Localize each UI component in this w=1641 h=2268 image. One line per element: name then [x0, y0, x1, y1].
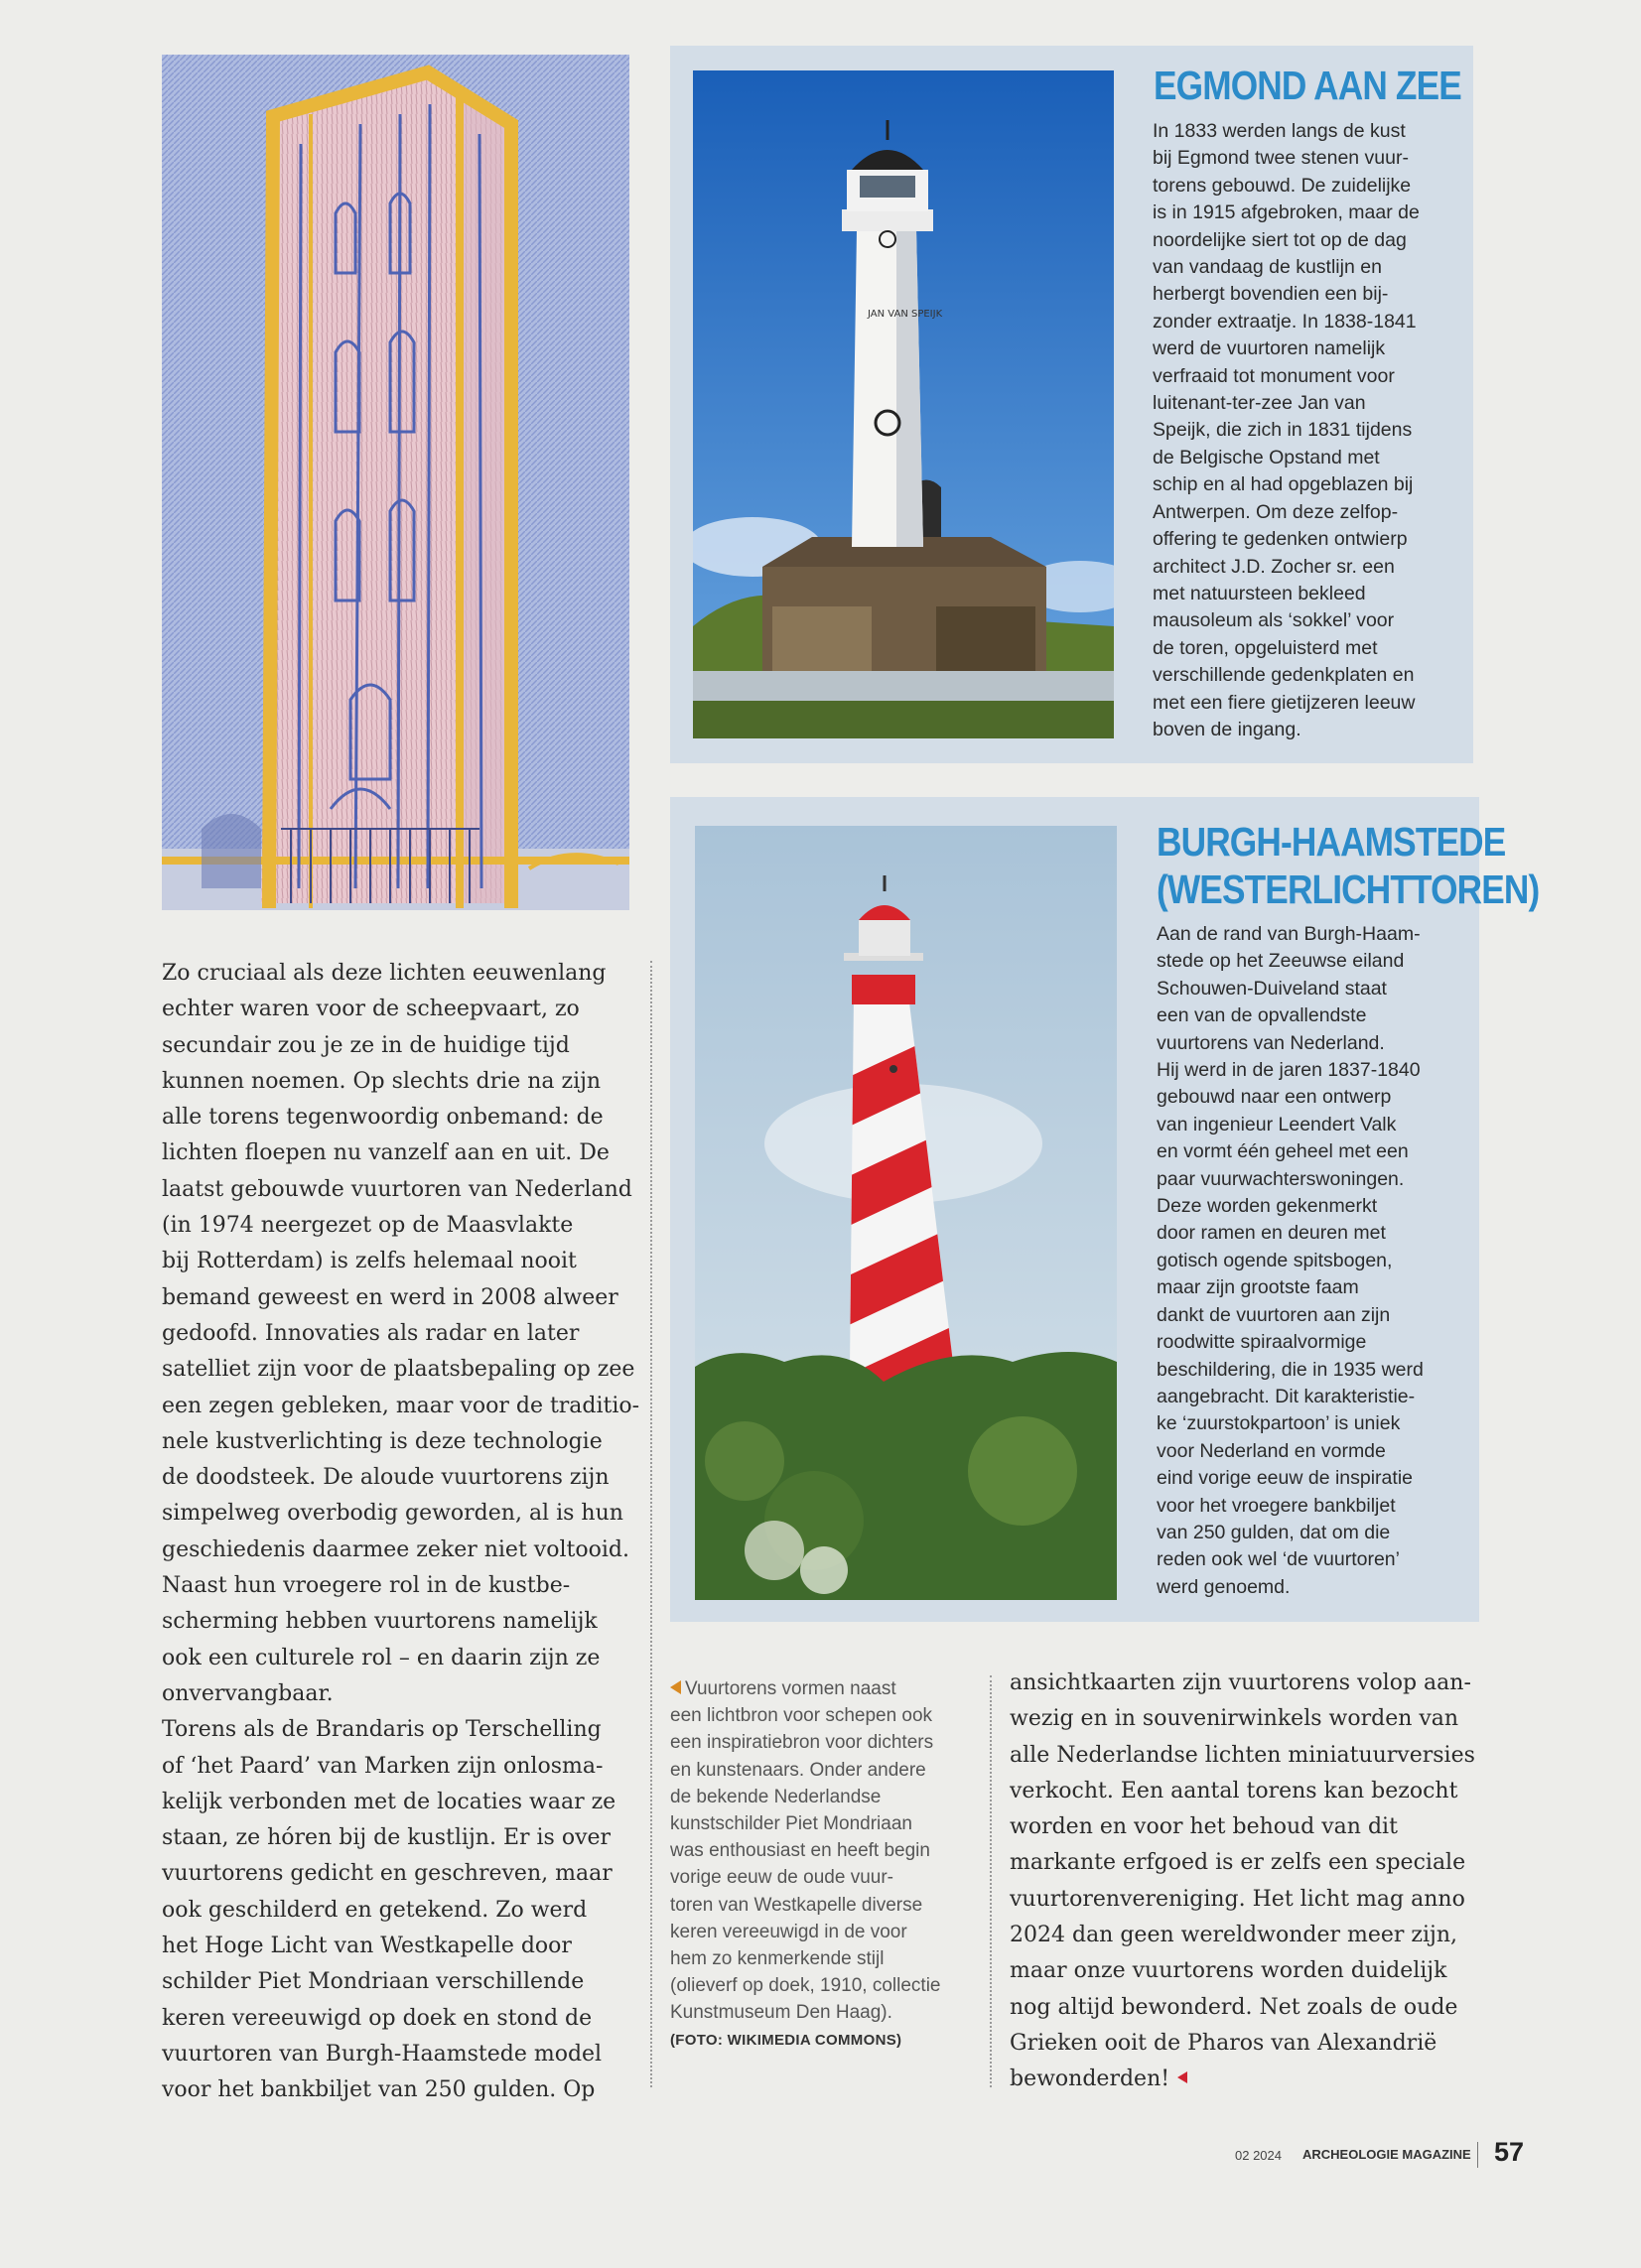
text-line — [162, 1352, 638, 1388]
caption-arrow-icon — [670, 1680, 681, 1694]
mondriaan-painting — [162, 55, 629, 910]
text-line-content: boven de ingang. — [1153, 718, 1301, 740]
text-line-content: Schouwen-Duiveland staat — [1157, 977, 1387, 1000]
text-line — [1157, 1138, 1424, 1165]
text-line — [162, 1929, 638, 1964]
text-line — [1153, 335, 1420, 362]
text-line-content: simpelweg overbodig geworden, al is hun — [162, 1501, 623, 1527]
text-line-content: en kunstenaars. Onder andere — [670, 1759, 926, 1781]
text-line — [1157, 1410, 1424, 1437]
photo-credit: (FOTO: WIKIMEDIA COMMONS) — [670, 2031, 902, 2049]
text-line-content: Naast hun vroegere rol in de kustbe- — [162, 1573, 571, 1599]
text-line-content: nele kustverlichting is deze technologie — [162, 1428, 603, 1454]
text-line — [670, 1837, 988, 1864]
painting-caption — [670, 1675, 988, 2054]
text-line — [162, 1712, 638, 1748]
text-line-content: markante erfgoed is er zelfs een speciale — [1010, 1850, 1466, 1876]
text-line — [1157, 1574, 1424, 1601]
text-line — [1157, 948, 1424, 975]
text-line — [1157, 1546, 1424, 1573]
text-line — [1153, 526, 1420, 553]
text-line-content: ansichtkaarten zijn vuurtorens volop aan- — [1010, 1670, 1471, 1695]
text-line — [1157, 1438, 1424, 1465]
text-line-content: lichten floepen nu vanzelf aan en uit. De — [162, 1140, 610, 1166]
text-line-content: roodwitte spiraalvormige — [1157, 1331, 1367, 1354]
text-line-content: kelijk verbonden met de locaties waar ze — [162, 1789, 616, 1814]
text-line — [1157, 1193, 1424, 1220]
haamstede-lighthouse-photo — [695, 826, 1117, 1600]
text-line-content: Vuurtorens vormen naast — [685, 1678, 896, 1699]
text-line-content: (in 1974 neergezet op de Maasvlakte — [162, 1213, 574, 1239]
text-line — [1153, 662, 1420, 689]
text-line-content: torens gebouwd. De zuidelijke — [1153, 174, 1412, 197]
text-line — [1010, 1774, 1476, 1809]
text-line — [1153, 390, 1420, 417]
text-line-content: zonder extraatje. In 1838-1841 — [1153, 310, 1417, 333]
body-column-right — [1010, 1666, 1476, 2098]
text-line-content: Torens als de Brandaris op Terschelling — [162, 1717, 602, 1743]
text-line-content: schilder Piet Mondriaan verschillende — [162, 1969, 585, 1995]
text-line-content: Deze worden gekenmerkt — [1157, 1195, 1378, 1218]
text-line — [162, 956, 638, 992]
text-line-content: voor het vroegere bankbiljet — [1157, 1494, 1396, 1517]
text-line-content: door ramen en deuren met — [1157, 1222, 1386, 1245]
text-line-content: Hij werd in de jaren 1837-1840 — [1157, 1059, 1421, 1082]
text-line — [1157, 1057, 1424, 1084]
text-line-content: schip en al had opgeblazen bij — [1153, 473, 1414, 496]
text-line-content: voor Nederland en vormde — [1157, 1439, 1386, 1462]
text-line — [1153, 581, 1420, 607]
text-line-content: een van de opvallendste — [1157, 1004, 1367, 1027]
text-line-content: laatst gebouwde vuurtoren van Nederland — [162, 1176, 632, 1202]
text-line-content: noordelijke siert tot op de dag — [1153, 228, 1407, 251]
text-line — [1010, 1845, 1476, 1881]
text-line — [1157, 1465, 1424, 1492]
text-line — [670, 1999, 988, 2026]
text-line — [1010, 1882, 1476, 1918]
text-line-content: van 250 gulden, dat om die — [1157, 1521, 1391, 1543]
text-line — [1157, 1166, 1424, 1193]
text-line — [1010, 2026, 1476, 2062]
text-line-content: het Hoge Licht van Westkapelle door — [162, 1934, 572, 1959]
text-line — [1153, 445, 1420, 471]
text-line — [162, 1785, 638, 1820]
text-line — [162, 1316, 638, 1352]
text-line-content: is in 1915 afgebroken, maar de — [1153, 201, 1420, 224]
text-line-content: ook een culturele rol – en daarin zijn ze — [162, 1645, 601, 1670]
text-line-content: keren vereeuwigd in de voor — [670, 1921, 907, 1942]
text-line-content: gebouwd naar een ontwerp — [1157, 1086, 1392, 1109]
text-line-content: de toren, opgeluisterd met — [1153, 636, 1378, 659]
text-line — [1157, 921, 1424, 948]
text-line-content: alle torens tegenwoordig onbemand: de — [162, 1105, 604, 1131]
text-line-content: herbergt bovendien een bij- — [1153, 283, 1389, 306]
text-line — [1010, 1666, 1476, 1701]
text-line — [162, 1280, 638, 1316]
text-line — [670, 1702, 988, 1729]
text-line-content: echter waren voor de scheepvaart, zo — [162, 997, 580, 1022]
text-line-content: een lichtbron voor schepen ook — [670, 1705, 933, 1727]
text-line-content: van vandaag de kustlijn en — [1153, 256, 1382, 279]
text-line — [670, 1784, 988, 1810]
issue-number: 02 2024 — [1235, 2148, 1282, 2163]
text-line — [1157, 1329, 1424, 1356]
text-line-content: of ‘het Paard’ van Marken zijn onlosma- — [162, 1753, 604, 1779]
text-line-content: kunstschilder Piet Mondriaan — [670, 1813, 912, 1835]
text-line-content: was enthousiast en heeft begin — [670, 1840, 930, 1862]
text-line — [162, 2037, 638, 2072]
caption-text — [670, 1675, 988, 2027]
text-line-content: Antwerpen. Om deze zelfop- — [1153, 500, 1399, 523]
text-line — [1153, 690, 1420, 717]
text-line-content: een inspiratiebron voor dichters — [670, 1732, 934, 1754]
text-line-content: een zegen gebleken, maar voor de traditio- — [162, 1393, 640, 1418]
text-line — [1153, 499, 1420, 526]
text-line — [1157, 1084, 1424, 1111]
text-line-content: werd genoemd. — [1157, 1575, 1291, 1598]
text-line — [162, 1964, 638, 2000]
text-line — [670, 1892, 988, 1919]
text-line-content: luitenant-ter-zee Jan van — [1153, 392, 1366, 415]
column-rule-right — [990, 1675, 992, 2087]
text-line-content: (olieverf op doek, 1910, collectie — [670, 1975, 941, 1997]
page-number: 57 — [1494, 2137, 1525, 2167]
text-line — [1157, 1520, 1424, 1546]
text-line-content: maar zijn grootste faam — [1157, 1276, 1359, 1299]
text-line-content: van ingenieur Leendert Valk — [1157, 1113, 1397, 1135]
text-line-content: bij Egmond twee stenen vuur- — [1153, 147, 1409, 170]
text-line-content: architect J.D. Zocher sr. een — [1153, 555, 1395, 578]
text-line — [1157, 1302, 1424, 1329]
text-line — [1157, 1384, 1424, 1410]
text-line-content: reden ook wel ‘de vuurtoren’ — [1157, 1548, 1400, 1571]
text-line-content: 2024 dan geen wereldwonder meer zijn, — [1010, 1923, 1458, 1948]
text-line — [162, 1893, 638, 1929]
text-line — [162, 1676, 638, 1712]
text-line — [1157, 1493, 1424, 1520]
text-line — [1010, 2062, 1476, 2097]
text-line — [1157, 1357, 1424, 1384]
body-column-left — [162, 956, 638, 2109]
text-line-content: secundair zou je ze in de huidige tijd — [162, 1032, 570, 1058]
text-line-content: wezig en in souvenirwinkels worden van — [1010, 1706, 1459, 1732]
text-line-content: alle Nederlandse lichten miniatuurversies — [1010, 1742, 1475, 1768]
text-line — [1157, 1248, 1424, 1274]
magazine-name: ARCHEOLOGIE MAGAZINE — [1302, 2147, 1471, 2162]
egmond-info-box — [670, 46, 1473, 763]
text-line-content: onvervangbaar. — [162, 1680, 334, 1706]
text-line — [1010, 1990, 1476, 2026]
text-line-content: Aan de rand van Burgh-Haam- — [1157, 923, 1421, 945]
text-line-content: offering te gedenken ontwierp — [1153, 528, 1408, 551]
text-line — [1157, 1274, 1424, 1301]
text-line — [1153, 173, 1420, 200]
text-line-content: de bekende Nederlandse — [670, 1786, 882, 1807]
text-line-content: Kunstmuseum Den Haag). — [670, 2002, 892, 2024]
text-line — [670, 1757, 988, 1784]
text-line-content: vuurtorenvereniging. Het licht mag anno — [1010, 1886, 1465, 1912]
text-line — [162, 1064, 638, 1100]
text-line — [162, 1568, 638, 1604]
text-line — [670, 1972, 988, 1999]
text-line — [1153, 309, 1420, 335]
text-line-content: ke ‘zuurstokpartoon’ is uniek — [1157, 1412, 1401, 1435]
text-line — [1157, 976, 1424, 1002]
text-line — [670, 1919, 988, 1945]
text-line-content: vorige eeuw de oude vuur- — [670, 1867, 893, 1889]
text-line — [162, 1135, 638, 1171]
text-line-content: gotisch ogende spitsbogen, — [1157, 1249, 1393, 1271]
text-line — [1153, 607, 1420, 634]
footer-divider — [1477, 2142, 1478, 2168]
text-line-content: eind vorige eeuw de inspiratie — [1157, 1467, 1413, 1490]
column-rule-left — [650, 961, 652, 2087]
text-line-content: kunnen noemen. Op slechts drie na zijn — [162, 1068, 602, 1094]
text-line-content: bij Rotterdam) is zelfs helemaal nooit — [162, 1249, 577, 1274]
text-line-content: werd de vuurtoren namelijk — [1153, 337, 1386, 360]
haamstede-title-line2: (WESTERLICHTTOREN) — [1157, 867, 1540, 912]
text-line-content: aangebracht. Dit karakteristie- — [1157, 1385, 1416, 1407]
text-line-content: In 1833 werden langs de kust — [1153, 120, 1406, 142]
text-line-content: vuurtorens gedicht en geschreven, maar — [162, 1861, 613, 1887]
text-line — [670, 1675, 988, 1702]
text-line-content: hem zo kenmerkende stijl — [670, 1948, 885, 1970]
text-line — [162, 1749, 638, 1785]
text-line — [1157, 1112, 1424, 1138]
text-line — [1157, 1002, 1424, 1029]
text-line-content: satelliet zijn voor de plaatsbepaling op zee — [162, 1357, 635, 1383]
egmond-text — [1153, 118, 1420, 743]
text-line — [670, 1945, 988, 1972]
text-line — [1153, 635, 1420, 662]
text-line-content: de doodsteek. De aloude vuurtorens zijn — [162, 1465, 610, 1491]
text-line — [162, 1028, 638, 1064]
text-line — [162, 1460, 638, 1496]
text-line — [1010, 1701, 1476, 1737]
text-line — [1153, 363, 1420, 390]
text-line-content: paar vuurwachterswoningen. — [1157, 1167, 1405, 1190]
text-line-content: vuurtorens van Nederland. — [1157, 1031, 1385, 1054]
text-line — [162, 992, 638, 1027]
text-line-content: nog altijd bewonderd. Net zoals de oude — [1010, 1994, 1458, 2020]
text-line-content: stede op het Zeeuwse eiland — [1157, 950, 1405, 973]
text-line — [670, 1864, 988, 1891]
text-line — [162, 1820, 638, 1856]
text-line-content: verfraaid tot monument voor — [1153, 364, 1395, 387]
haamstede-title-line1: BURGH-HAAMSTEDE — [1157, 819, 1506, 865]
text-line — [1010, 1918, 1476, 1953]
text-line — [670, 1810, 988, 1837]
text-line-content: de Belgische Opstand met — [1153, 446, 1380, 468]
text-line — [162, 1856, 638, 1892]
egmond-title: EGMOND AAN ZEE — [1154, 63, 1461, 108]
text-line — [1153, 118, 1420, 145]
text-line-content: staan, ze hóren bij de kustlijn. Er is over — [162, 1825, 612, 1851]
text-line — [1153, 254, 1420, 281]
text-line-content: verkocht. Een aantal torens kan bezocht — [1010, 1778, 1458, 1803]
text-line-content: scherming hebben vuurtorens namelijk — [162, 1609, 598, 1635]
text-line — [1153, 200, 1420, 226]
text-line-content: gedoofd. Innovaties als radar en later — [162, 1320, 580, 1346]
text-line-content: Grieken ooit de Pharos van Alexandrië — [1010, 2030, 1437, 2056]
text-line-content: keren vereeuwigd op doek en stond de — [162, 2005, 593, 2031]
text-line-content: beschildering, die in 1935 werd — [1157, 1358, 1424, 1381]
text-line-content: voor het bankbiljet van 250 gulden. Op — [162, 2077, 596, 2103]
text-line — [162, 2072, 638, 2108]
text-line-content: bewonderden! — [1010, 2067, 1170, 2092]
text-line — [1153, 417, 1420, 444]
text-line — [1157, 1030, 1424, 1057]
egmond-lighthouse-photo — [693, 70, 1114, 738]
text-line — [1153, 145, 1420, 172]
text-line — [1010, 1738, 1476, 1774]
text-line — [162, 1604, 638, 1640]
text-line — [162, 1533, 638, 1568]
text-line-content: met een fiere gietijzeren leeuw — [1153, 691, 1416, 714]
text-line-content: toren van Westkapelle diverse — [670, 1894, 923, 1916]
text-line — [162, 1496, 638, 1532]
text-line — [162, 1172, 638, 1208]
text-line — [1010, 1953, 1476, 1989]
text-line — [1010, 1809, 1476, 1845]
text-line-content: Speijk, die zich in 1831 tijdens — [1153, 419, 1413, 442]
text-line — [1153, 471, 1420, 498]
text-line — [162, 2001, 638, 2037]
haamstede-info-box — [670, 797, 1540, 1622]
text-line — [162, 1424, 638, 1460]
svg-text:JAN VAN SPEIJK: JAN VAN SPEIJK — [868, 309, 943, 320]
text-line — [1157, 1220, 1424, 1247]
text-line-content: geschiedenis daarmee zeker niet voltooid. — [162, 1536, 629, 1562]
end-of-article-icon — [1177, 2071, 1187, 2083]
text-line-content: vuurtoren van Burgh-Haamstede model — [162, 2041, 603, 2067]
haamstede-text — [1157, 921, 1424, 1601]
text-line-content: verschillende gedenkplaten en — [1153, 664, 1415, 687]
text-line — [1153, 227, 1420, 254]
text-line-content: dankt de vuurtoren aan zijn — [1157, 1303, 1391, 1326]
text-line — [1153, 717, 1420, 743]
text-line-content: Zo cruciaal als deze lichten eeuwenlang — [162, 961, 607, 986]
text-line — [1153, 554, 1420, 581]
text-line — [162, 1641, 638, 1676]
text-line — [162, 1208, 638, 1244]
text-line — [162, 1244, 638, 1279]
text-line — [1153, 281, 1420, 308]
text-line-content: worden en voor het behoud van dit — [1010, 1814, 1398, 1840]
text-line-content: maar onze vuurtorens worden duidelijk — [1010, 1958, 1447, 1984]
text-line-content: mausoleum als ‘sokkel’ voor — [1153, 609, 1395, 632]
text-line-content: ook geschilderd en getekend. Zo werd — [162, 1897, 588, 1923]
page-footer — [1191, 2134, 1529, 2174]
text-line-content: bemand geweest en werd in 2008 alweer — [162, 1284, 618, 1310]
text-line — [162, 1389, 638, 1424]
text-line — [670, 1729, 988, 1756]
text-line-content: met natuursteen bekleed — [1153, 582, 1366, 604]
text-line — [162, 1100, 638, 1135]
text-line-content: en vormt één geheel met een — [1157, 1140, 1409, 1163]
